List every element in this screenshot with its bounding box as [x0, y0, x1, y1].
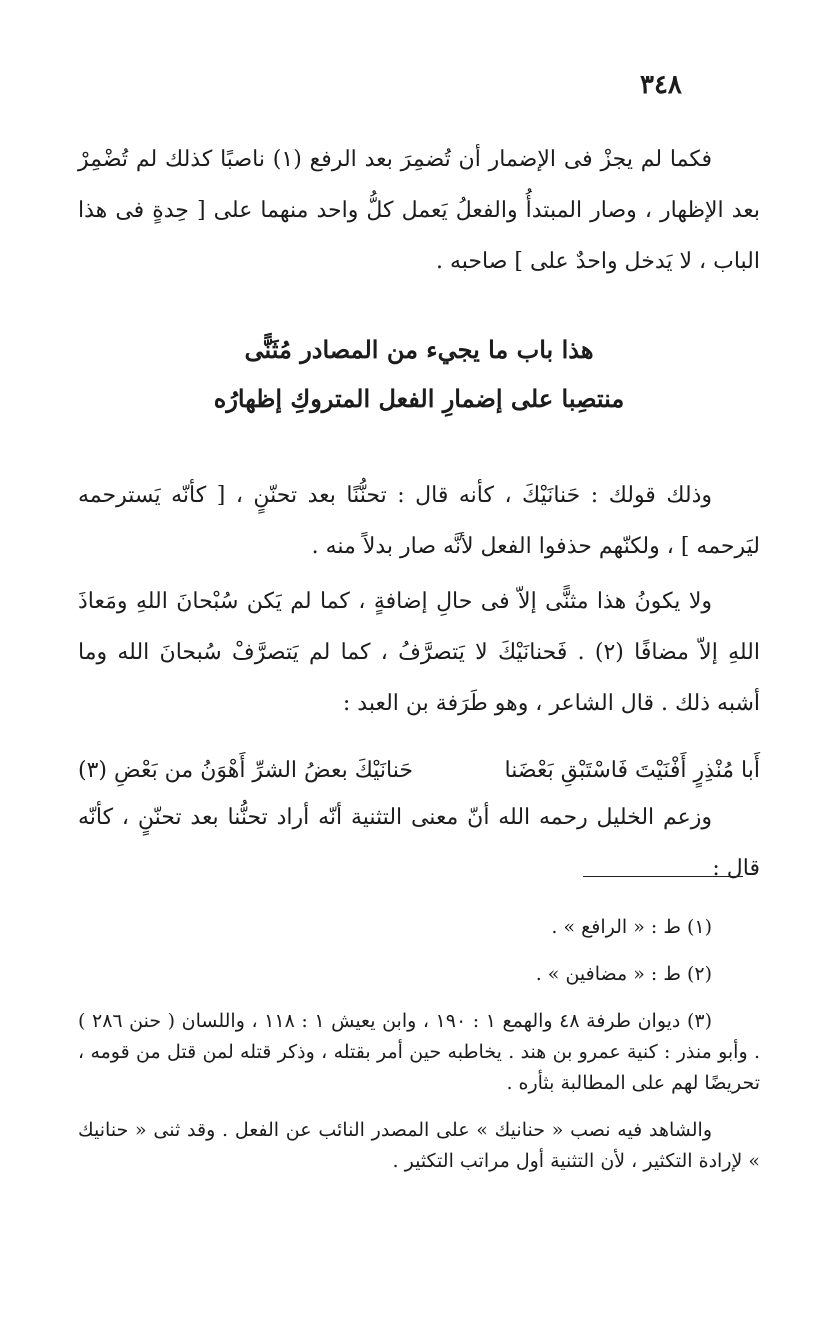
footnote-separator — [583, 876, 743, 877]
footnote-2: (٢) ط : « مضافين » . — [535, 963, 712, 985]
page-number: ٣٤٨ — [640, 70, 682, 100]
footnote-1: (١) ط : « الرافع » . — [551, 916, 712, 938]
poetry-verse — [78, 746, 760, 796]
chapter-heading-line-2: منتصِبا على إضمارِ الفعل المتروكِ إظهارُه — [213, 384, 625, 413]
closing-paragraph — [78, 792, 760, 894]
paragraph-text: ولا يكونُ هذا مثنًّى إلاّ فى حالِ إضافةٍ ، كما لم يَكن سُبْحانَ اللهِ ومَعاذَ اللهِ إلاّ مضافًا (٢) . فَحنانَيْكَ لا يَتصرَّفُ ، كما لم يَتصرَّفْ سُبحانَ الله وما أشبه ذلك . قال الشاعر ، وهو طَرَفة بن العبد : — [78, 589, 760, 716]
verse-second-hemistich: حَنانَيْكَ بعضُ الشرِّ أَهْوَنُ من بَعْضِ (٣) — [78, 758, 413, 783]
footnote-3: (٣) ديوان طرفة ٤٨ والهمع ١ : ١٩٠ ، وابن يعيش ١ : ١١٨ ، واللسان ( حنن ٢٨٦ ) . وأبو منذر : كنية عمرو بن هند . يخاطبه حين أمر بقتله ، وذكر قتله لمن قتل من قومه ، تحريضًا لهم على المطالبة بثأره . — [78, 1010, 760, 1094]
paragraph-text: وزعم الخليل رحمه الله أنّ معنى التثنية أنّه أراد تحنُّنا بعد تحنّنٍ ، كأنّه قال : — [78, 805, 760, 881]
verse-first-hemistich: أَبا مُنْذِرٍ أَفْنَيْتَ فَاسْتَبْقِ بَعْضَنا — [504, 758, 760, 783]
footnotes — [78, 912, 760, 1177]
paragraph-text: فكما لم يجزْ فى الإضمار أن تُضمِرَ بعد الرفع (١) ناصبًا كذلك لم تُضْمِرْ بعد الإظهار ، وصار المبتدأُ والفعلُ يَعمل كلُّ واحد منهما على [ حِدةٍ فى هذا الباب ، لا يَدخل واحدٌ على ] صاحبه . — [78, 147, 760, 274]
footnote-commentary: والشاهد فيه نصب « حنانيك » على المصدر النائب عن الفعل . وقد ثنى « حنانيك » لإرادة التكثير ، لأن التثنية أول مراتب التكثير . — [78, 1119, 760, 1172]
chapter-heading-line-1: هذا باب ما يجيء من المصادر مُثَنًّى — [244, 335, 594, 364]
paragraph-text: وذلك قولك : حَنانَيْكَ ، كأنه قال : تحنُّنًا بعد تحنّنٍ ، [ كأنّه يَسترحمه ليَرحمه ] ، ولكنّهم حذفوا الفعل لأنَّه صار بدلاً منه . — [78, 483, 760, 559]
opening-paragraph — [78, 134, 760, 287]
chapter-body — [78, 470, 760, 729]
